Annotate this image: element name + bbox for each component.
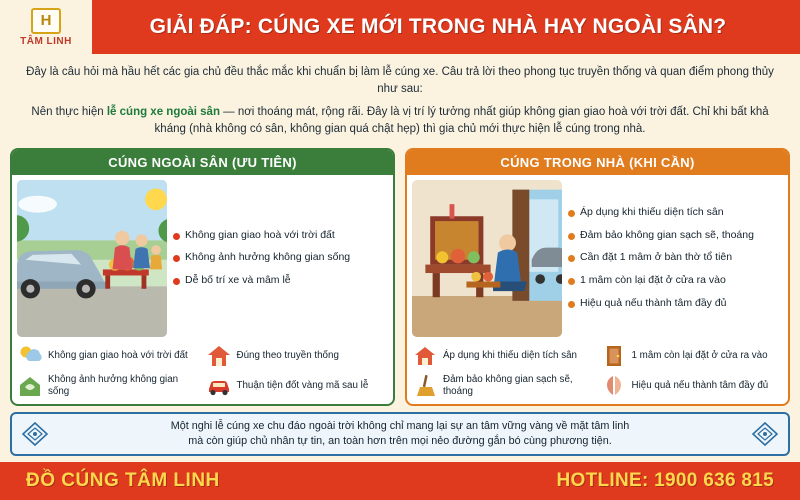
grid-item: 1 mâm còn lại đặt ở cửa ra vào xyxy=(601,343,784,369)
grid-item: Không ảnh hưởng không gian sống xyxy=(17,373,200,399)
indoor-bullet-list xyxy=(568,180,783,337)
intro-p2-pre: Nên thực hiện xyxy=(31,106,107,119)
list-item: Dễ bố trí xe và mâm lễ xyxy=(173,274,388,288)
footer-bar xyxy=(0,462,800,500)
panel-indoor xyxy=(405,148,790,406)
logo-text: TÂM LINH xyxy=(20,35,72,47)
footer-brand: ĐỒ CÚNG TÂM LINH xyxy=(26,470,220,491)
grid-item: Đảm bảo không gian sạch sẽ, thoáng xyxy=(412,373,595,399)
intro-p2-highlight: lễ cúng xe ngoài sân xyxy=(106,106,220,119)
summary-note xyxy=(10,412,790,456)
bullet-dot-icon xyxy=(568,255,575,262)
bullet-dot-icon xyxy=(173,278,180,285)
list-item: Không ảnh hưởng không gian sống xyxy=(173,251,388,265)
sun-cloud-icon xyxy=(17,343,43,369)
bullet-dot-icon xyxy=(568,233,575,240)
intro-paragraph-1: Đây là câu hỏi mà hầu hết các gia chủ đều thắc mắc khi chuẩn bị làm lễ cúng xe. Câu trả lời theo phong tục truyền thống và quan điểm phong thủy như sau: xyxy=(26,66,774,95)
bullet-dot-icon xyxy=(173,233,180,240)
list-item: Không gian giao hoà với trời đất xyxy=(173,229,388,243)
bullet-dot-icon xyxy=(568,278,575,285)
bullet-dot-icon xyxy=(568,301,575,308)
list-item: 1 mâm còn lại đặt ở cửa ra vào xyxy=(568,274,783,288)
panel-outdoor-title: CÚNG NGOÀI SÂN (ƯU TIÊN) xyxy=(12,150,393,175)
note-line-2: mà còn giúp chủ nhân tự tin, an toàn hơn trên mọi nẻo đường gắn bó cùng phương tiện. xyxy=(188,434,612,447)
logo xyxy=(0,0,92,54)
panel-indoor-title: CÚNG TRONG NHÀ (KHI CẦN) xyxy=(407,150,788,175)
house-small-icon xyxy=(412,343,438,369)
list-item: Đảm bảo không gian sạch sẽ, thoáng xyxy=(568,229,783,243)
intro-paragraph-2 xyxy=(26,104,774,137)
outdoor-car-offering-scene xyxy=(17,180,167,337)
grid-item: Thuận tiện đốt vàng mã sau lễ xyxy=(206,373,389,399)
indoor-icon-grid xyxy=(412,341,783,399)
footer-hotline[interactable]: HOTLINE: 1900 636 815 xyxy=(556,470,774,491)
page-header xyxy=(0,0,800,54)
page-title: GIẢI ĐÁP: CÚNG XE MỚI TRONG NHÀ HAY NGOÀI SÂN? xyxy=(149,15,727,38)
list-item: Cần đặt 1 mâm ở bàn thờ tổ tiên xyxy=(568,251,783,265)
grid-item: Đúng theo truyền thống xyxy=(206,343,389,369)
intro-section xyxy=(0,54,800,144)
intro-p2-post: — nơi thoáng mát, rộng rãi. Đây là vị trí lý tưởng nhất giúp không gian giao hoà với trời đất. Chỉ khi bất khả kháng (nhà không có sân, không gian quá chật hẹp) thì gia chủ mới thực hiện lễ cúng trong nhà. xyxy=(154,106,769,136)
logo-mark-icon: H xyxy=(31,8,61,34)
note-line-1: Một nghi lễ cúng xe chu đáo ngoài trời không chỉ mang lại sự an tâm vững vàng về mặt tâm linh xyxy=(170,419,630,432)
praying-hands-icon xyxy=(601,373,627,399)
bullet-dot-icon xyxy=(568,210,575,217)
house-icon xyxy=(206,343,232,369)
panel-outdoor xyxy=(10,148,395,406)
grid-item: Áp dụng khi thiếu diện tích sân xyxy=(412,343,595,369)
diamond-ornament-icon xyxy=(750,420,780,448)
door-icon xyxy=(601,343,627,369)
indoor-altar-offering-scene xyxy=(412,180,562,337)
bullet-dot-icon xyxy=(173,255,180,262)
grid-item: Hiệu quả nếu thành tâm đầy đủ xyxy=(601,373,784,399)
diamond-ornament-icon xyxy=(20,420,50,448)
leaf-house-icon xyxy=(17,373,43,399)
list-item: Hiệu quả nếu thành tâm đầy đủ xyxy=(568,297,783,311)
broom-icon xyxy=(412,373,438,399)
comparison-panels xyxy=(0,144,800,406)
list-item: Áp dụng khi thiếu diện tích sân xyxy=(568,206,783,220)
grid-item: Không gian giao hoà với trời đất xyxy=(17,343,200,369)
outdoor-icon-grid xyxy=(17,341,388,399)
car-icon xyxy=(206,373,232,399)
outdoor-bullet-list xyxy=(173,180,388,337)
